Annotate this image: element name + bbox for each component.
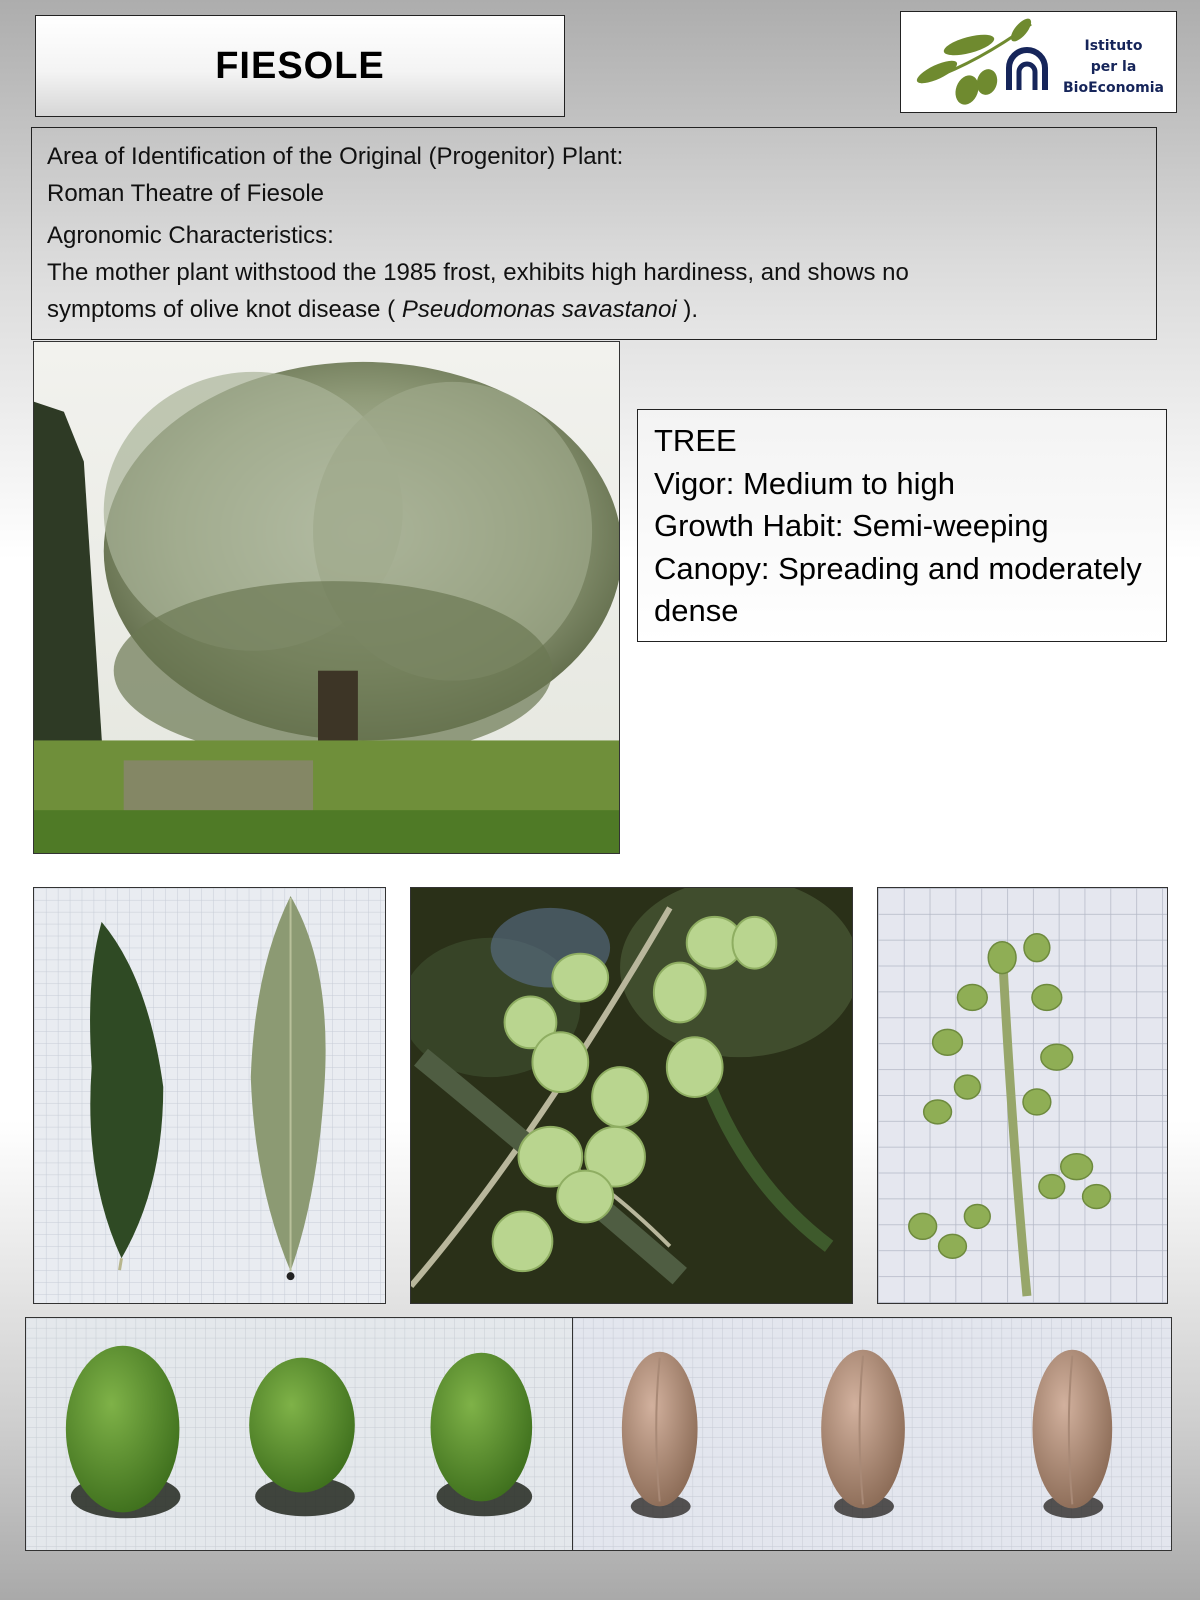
tree-growth-habit: Growth Habit: Semi-weeping <box>654 508 1049 543</box>
identification-box <box>31 127 1157 340</box>
pathogen-name: Pseudomonas savastanoi <box>401 296 677 323</box>
tree-characteristics-box <box>637 409 1167 642</box>
area-value: Roman Theatre of Fiesole <box>47 180 325 207</box>
area-label: Area of Identification of the Original (Progenitor) Plant: <box>47 143 624 170</box>
tree-canopy: Canopy: Spreading and moderately dense <box>654 550 1142 628</box>
agronomic-label: Agronomic Characteristics: <box>47 222 334 249</box>
endocarps-photo <box>572 1317 1172 1551</box>
drupes-photo <box>25 1317 574 1551</box>
tree-heading: TREE <box>654 423 737 458</box>
page-title: FIESOLE <box>215 44 385 87</box>
mother-tree-photo <box>33 341 620 854</box>
institute-logo <box>900 11 1177 113</box>
agronomic-text-line2 <box>47 291 1141 328</box>
title-box <box>35 15 565 117</box>
inflorescence-photo <box>877 887 1168 1304</box>
agronomic-text-after: ). <box>683 296 698 323</box>
tree-vigor: Vigor: Medium to high <box>654 465 955 501</box>
agronomic-text-line1: The mother plant withstood the 1985 frost, exhibits high hardiness, and shows no <box>47 259 909 286</box>
logo-line-istituto: Istituto <box>1084 38 1143 54</box>
agronomic-text-before: symptoms of olive knot disease ( <box>47 296 396 323</box>
olive-branch-photo <box>410 887 853 1304</box>
logo-line-bioeconomia: BioEconomia <box>1063 80 1164 96</box>
logo-line-per-la: per la <box>1090 59 1137 75</box>
olive-branch-logo-icon <box>901 12 1061 112</box>
leaves-photo <box>33 887 386 1304</box>
